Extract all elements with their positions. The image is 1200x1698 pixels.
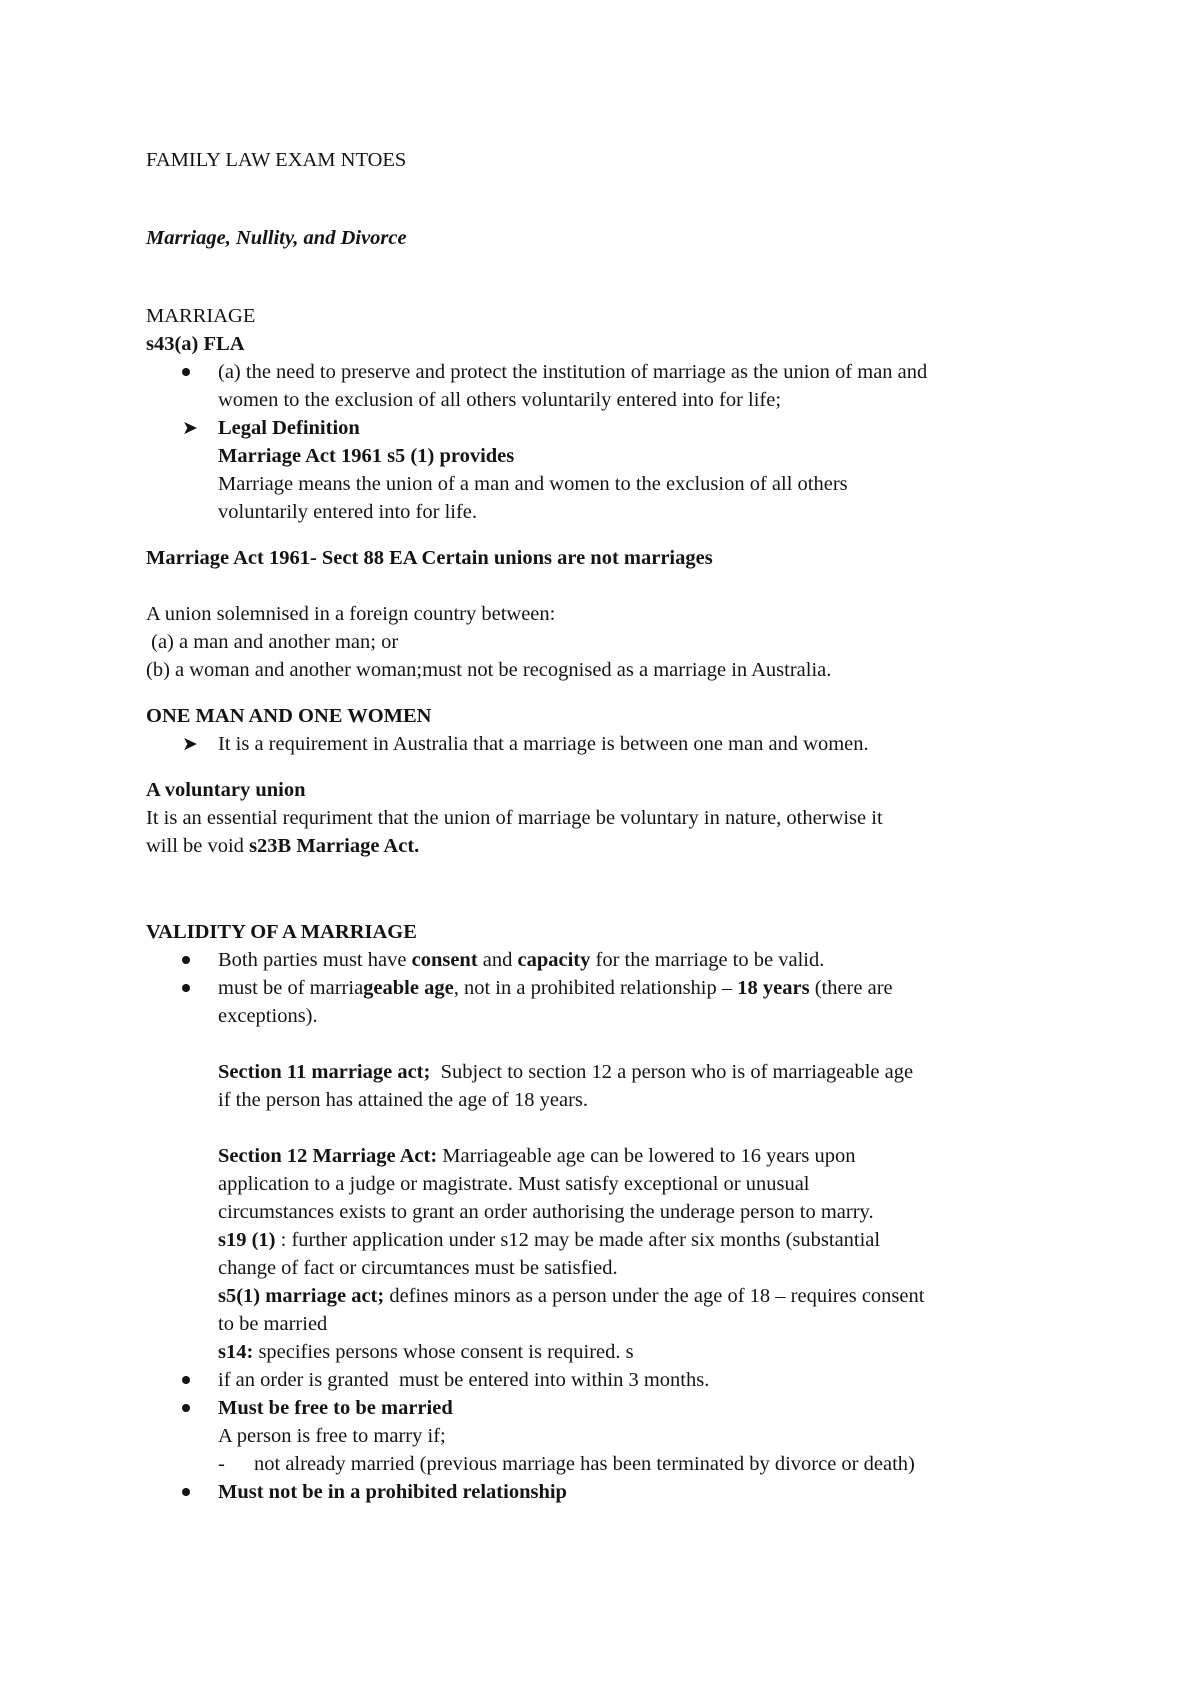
text-run: (there are xyxy=(809,977,893,999)
bullet-icon xyxy=(182,1478,202,1506)
sect88-heading: Marriage Act 1961- Sect 88 EA Certain unions are not marriages xyxy=(146,547,713,569)
text-run: and xyxy=(477,949,518,971)
text-run: defines minors as a person under the age of 18 – requires consent xyxy=(384,1285,925,1307)
bullet-item xyxy=(146,358,1086,414)
bullet-item xyxy=(146,1478,1086,1506)
voluntary-citation: s23B Marriage Act. xyxy=(249,835,420,857)
capacity-term: capacity xyxy=(517,949,591,971)
document-page xyxy=(146,146,1086,1506)
section12-text xyxy=(218,1142,1086,1170)
text-run: : further application under s12 may be made after six months (substantial xyxy=(275,1229,881,1251)
one-man-point: It is a requirement in Australia that a marriage is between one man and women. xyxy=(218,733,869,755)
bullet-text xyxy=(218,974,1086,1002)
bullet-text: if an order is granted must be entered into within 3 months. xyxy=(218,1369,710,1391)
arrow-item xyxy=(146,730,1086,758)
marriage-heading: MARRIAGE xyxy=(146,305,256,327)
bullet-item xyxy=(146,946,1086,974)
legal-definition-text: Marriage means the union of a man and women to the exclusion of all others xyxy=(218,473,848,495)
section11-text xyxy=(218,1058,1086,1086)
consent-term: consent xyxy=(411,949,478,971)
text-run: Marriageable age can be lowered to 16 years upon xyxy=(437,1145,856,1167)
validity-heading: VALIDITY OF A MARRIAGE xyxy=(146,921,417,943)
s14-text xyxy=(218,1338,1086,1366)
text-run: Subject to section 12 a person who is of marriageable age xyxy=(430,1061,914,1083)
dash-marker: - xyxy=(218,1453,225,1475)
section11-label: Section 11 marriage act; xyxy=(218,1061,431,1083)
free-to-marry-text: A person is free to marry if; xyxy=(218,1425,446,1447)
bullet-item xyxy=(146,1394,1086,1478)
bullet-text xyxy=(218,946,1086,974)
sect88-item-b: (b) a woman and another woman;must not be recognised as a marriage in Australia. xyxy=(146,659,832,681)
section11-text: if the person has attained the age of 18 years. xyxy=(218,1089,589,1111)
text-run: , not in a prohibited relationship – xyxy=(453,977,738,999)
s5-text xyxy=(218,1282,1086,1310)
s19-label: s19 (1) xyxy=(218,1229,276,1251)
s5-text: to be married xyxy=(218,1313,328,1335)
voluntary-text-pre: will be void xyxy=(146,835,250,857)
bullet-icon xyxy=(182,1366,202,1394)
document-title: FAMILY LAW EXAM NTOES xyxy=(146,149,407,171)
one-man-heading: ONE MAN AND ONE WOMEN xyxy=(146,705,432,727)
section12-text: circumstances exists to grant an order authorising the underage person to marry. xyxy=(218,1201,874,1223)
prohibited-relationship-heading: Must not be in a prohibited relationship xyxy=(218,1481,567,1503)
voluntary-heading: A voluntary union xyxy=(146,779,306,801)
bullet-text: exceptions). xyxy=(218,1005,318,1027)
bullet-text: (a) the need to preserve and protect the institution of marriage as the union of man and xyxy=(218,361,928,383)
text-run: Both parties must have xyxy=(218,949,412,971)
s5-label: s5(1) marriage act; xyxy=(218,1285,385,1307)
bullet-item xyxy=(146,974,1086,1366)
voluntary-text xyxy=(146,832,1086,860)
bullet-icon xyxy=(182,946,202,974)
bullet-text: women to the exclusion of all others voluntarily entered into for life; xyxy=(218,389,782,411)
chevron-right-icon: ➤ xyxy=(182,733,198,755)
voluntary-text: It is an essential requriment that the union of marriage be voluntary in nature, otherwise it xyxy=(146,807,883,829)
bullet-icon xyxy=(182,358,202,386)
free-to-marry-heading: Must be free to be married xyxy=(218,1397,453,1419)
text-run: for the marriage to be valid. xyxy=(590,949,825,971)
document-subtitle: Marriage, Nullity, and Divorce xyxy=(146,227,407,249)
legal-definition-label: Legal Definition xyxy=(218,417,360,439)
age-term: 18 years xyxy=(737,977,810,999)
text-run: must be of marria xyxy=(218,977,364,999)
bullet-item xyxy=(146,1366,1086,1394)
s14-label: s14: xyxy=(218,1341,254,1363)
dash-item-text: not already married (previous marriage has been terminated by divorce or death) xyxy=(254,1453,915,1475)
s19-text: change of fact or circumtances must be satisfied. xyxy=(218,1257,618,1279)
text-run: specifies persons whose consent is required. s xyxy=(253,1341,634,1363)
marriageable-age-term: geable age xyxy=(363,977,454,999)
bullet-icon xyxy=(182,974,202,1002)
bullet-icon xyxy=(182,1394,202,1422)
legal-definition-source: Marriage Act 1961 s5 (1) provides xyxy=(218,445,515,467)
marriage-section-ref: s43(a) FLA xyxy=(146,333,245,355)
arrow-item xyxy=(146,414,1086,526)
chevron-right-icon: ➤ xyxy=(182,417,198,439)
sect88-item-a: (a) a man and another man; or xyxy=(146,631,399,653)
s19-text xyxy=(218,1226,1086,1254)
section12-text: application to a judge or magistrate. Must satisfy exceptional or unusual xyxy=(218,1173,810,1195)
sect88-intro: A union solemnised in a foreign country between: xyxy=(146,603,556,625)
dash-item xyxy=(218,1450,1086,1478)
legal-definition-text: voluntarily entered into for life. xyxy=(218,501,478,523)
section12-label: Section 12 Marriage Act: xyxy=(218,1145,438,1167)
